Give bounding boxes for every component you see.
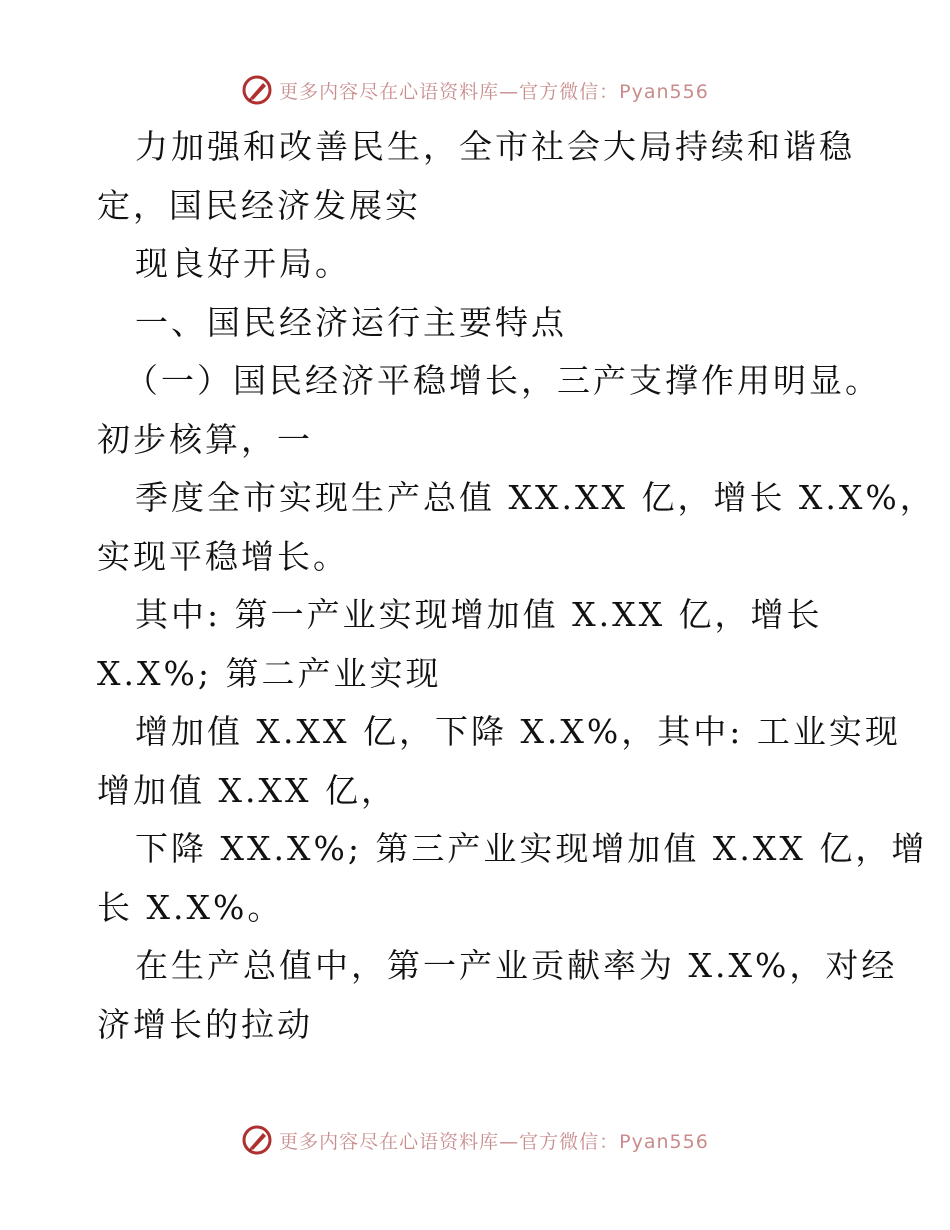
paragraph xyxy=(97,469,936,586)
pen-circle-icon xyxy=(241,74,273,106)
text-line: 下降 XX.X%; 第三产业实现增加值 X.XX 亿，增 xyxy=(135,829,928,868)
footer-watermark xyxy=(0,1120,950,1160)
paragraph xyxy=(97,118,857,235)
watermark-text: 更多内容尽在心语资料库—官方微信：Pyan556 xyxy=(279,1130,709,1153)
text-line: （一）国民经济平稳增长，三产支撑作用明显。 xyxy=(125,361,881,400)
text-line: 在生产总值中，第一产业贡献率为 X.X%，对经 xyxy=(135,946,898,985)
paragraph xyxy=(97,586,857,703)
pen-circle-icon xyxy=(241,1124,273,1156)
paragraph xyxy=(97,235,857,294)
text-line: 一、国民经济运行主要特点 xyxy=(135,302,567,342)
text-line: 增加值 X.XX 亿，下降 X.X%，其中: 工业实现 xyxy=(135,712,901,751)
document-body xyxy=(97,118,936,1054)
text-line: 定，国民经济发展实 xyxy=(97,185,421,225)
header-watermark xyxy=(0,70,950,110)
text-line: X.X%; 第二产业实现 xyxy=(97,653,442,693)
watermark-text: 更多内容尽在心语资料库—官方微信：Pyan556 xyxy=(279,80,709,103)
text-line: 实现平稳增长。 xyxy=(97,536,349,576)
text-line: 济增长的拉动 xyxy=(97,1004,313,1044)
paragraph xyxy=(97,937,898,1054)
section-heading xyxy=(97,294,857,353)
paragraph xyxy=(97,703,901,820)
text-line: 季度全市实现生产总值 XX.XX 亿，增长 X.X%， xyxy=(135,478,936,517)
paragraph xyxy=(97,820,928,937)
text-line: 增加值 X.XX 亿， xyxy=(97,770,397,810)
text-line: 力加强和改善民生，全市社会大局持续和谐稳 xyxy=(135,127,855,166)
text-line: 初步核算，一 xyxy=(97,419,313,459)
text-line: 长 X.X%。 xyxy=(97,887,284,927)
paragraph xyxy=(97,352,881,469)
text-line: 现良好开局。 xyxy=(135,244,351,283)
text-line: 其中: 第一产业实现增加值 X.XX 亿，增长 xyxy=(135,595,823,634)
